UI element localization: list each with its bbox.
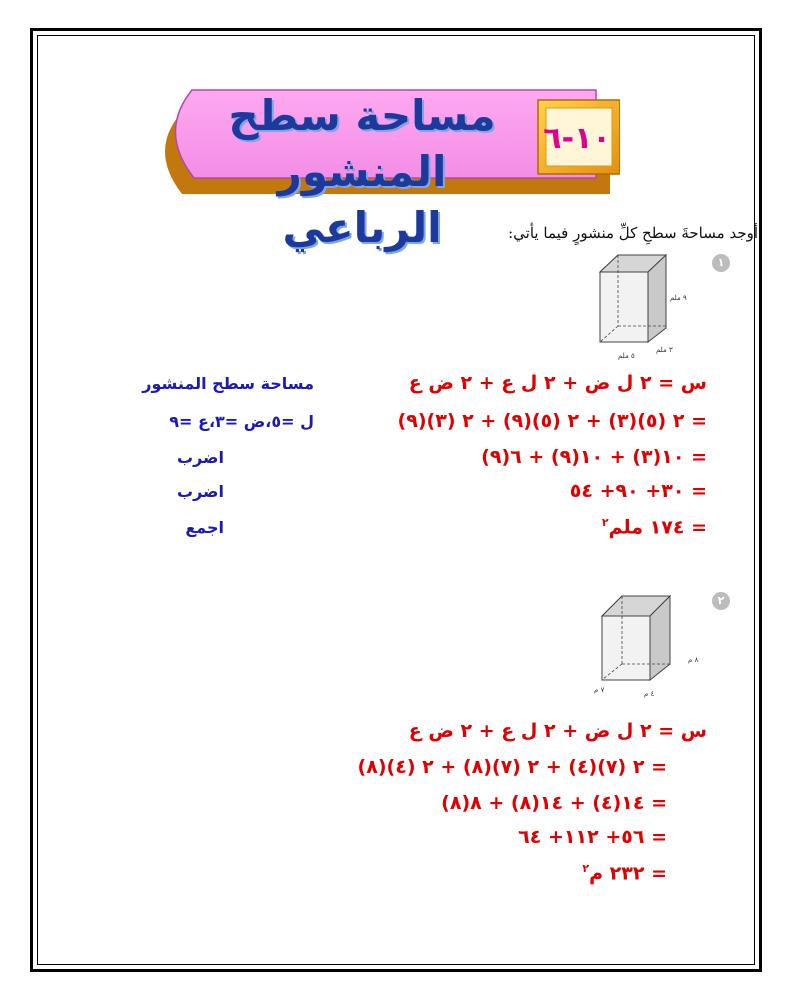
instruction-text: أوجد مساحةَ سطحِ كلِّ منشورٍ فيما يأتي:: [508, 224, 758, 242]
problem-2-height-label: ٨ م: [688, 656, 699, 664]
problem-1-note-2: ل =٥،ض =٣،ع =٩: [169, 412, 314, 431]
problem-1-step-4: = ٣٠+ ٩٠+ ٥٤: [569, 480, 707, 502]
problem-1-note-1: مساحة سطح المنشور: [142, 374, 314, 393]
problem-1-step-3: = ١٠(٣) + ١٠(٩) + ٦(٩): [481, 446, 707, 468]
problem-2-step-5: [582, 862, 667, 884]
problem-2-step-3: = ١٤(٤) + ١٤(٨) + ٨(٨): [441, 792, 667, 814]
problem-1-prism-figure: [590, 250, 696, 362]
problem-2-width-label: ٤ م: [644, 690, 655, 698]
problem-1-step-2: = ٢ (٥)(٣) + ٢ (٥)(٩) + ٢ (٣)(٩): [397, 410, 707, 432]
problem-1-step-5: [602, 516, 707, 538]
problem-1-note-5: اجمع: [185, 518, 224, 537]
problem-1-height-label: ٩ ملم: [670, 294, 687, 302]
title-line-2: المنشور الرباعي: [277, 147, 447, 252]
problem-2-depth-label: ٧ م: [594, 686, 605, 694]
problem-2-answer: = ٢٣٢ م: [589, 862, 667, 885]
problem-1-step-1: س = ٢ ل ض + ٢ ل ع + ٢ ض ع: [408, 372, 707, 394]
problem-1-number-badge: ١: [712, 254, 730, 272]
problem-2-answer-exponent: ٢: [582, 862, 590, 875]
problem-1-note-4: اضرب: [177, 482, 224, 501]
problem-1-width-label: ٥ ملم: [618, 352, 635, 360]
title-line-1: مساحة سطح: [228, 91, 496, 140]
problem-2-prism-figure: [590, 588, 708, 700]
problem-2-number-badge: ٢: [712, 592, 730, 610]
lesson-number: ١٠-٦: [543, 120, 611, 156]
problem-1-depth-label: ٣ ملم: [656, 346, 673, 354]
problem-2-step-2: = ٢ (٧)(٤) + ٢ (٧)(٨) + ٢ (٤)(٨): [357, 756, 667, 778]
problem-1-answer-exponent: ٢: [601, 516, 609, 529]
problem-1-answer: = ١٧٤ ملم: [608, 516, 707, 539]
problem-2-step-1: س = ٢ ل ض + ٢ ل ع + ٢ ض ع: [408, 720, 707, 742]
problem-1-note-3: اضرب: [177, 448, 224, 467]
problem-2-step-4: = ٥٦+ ١١٢+ ٦٤: [518, 826, 667, 848]
